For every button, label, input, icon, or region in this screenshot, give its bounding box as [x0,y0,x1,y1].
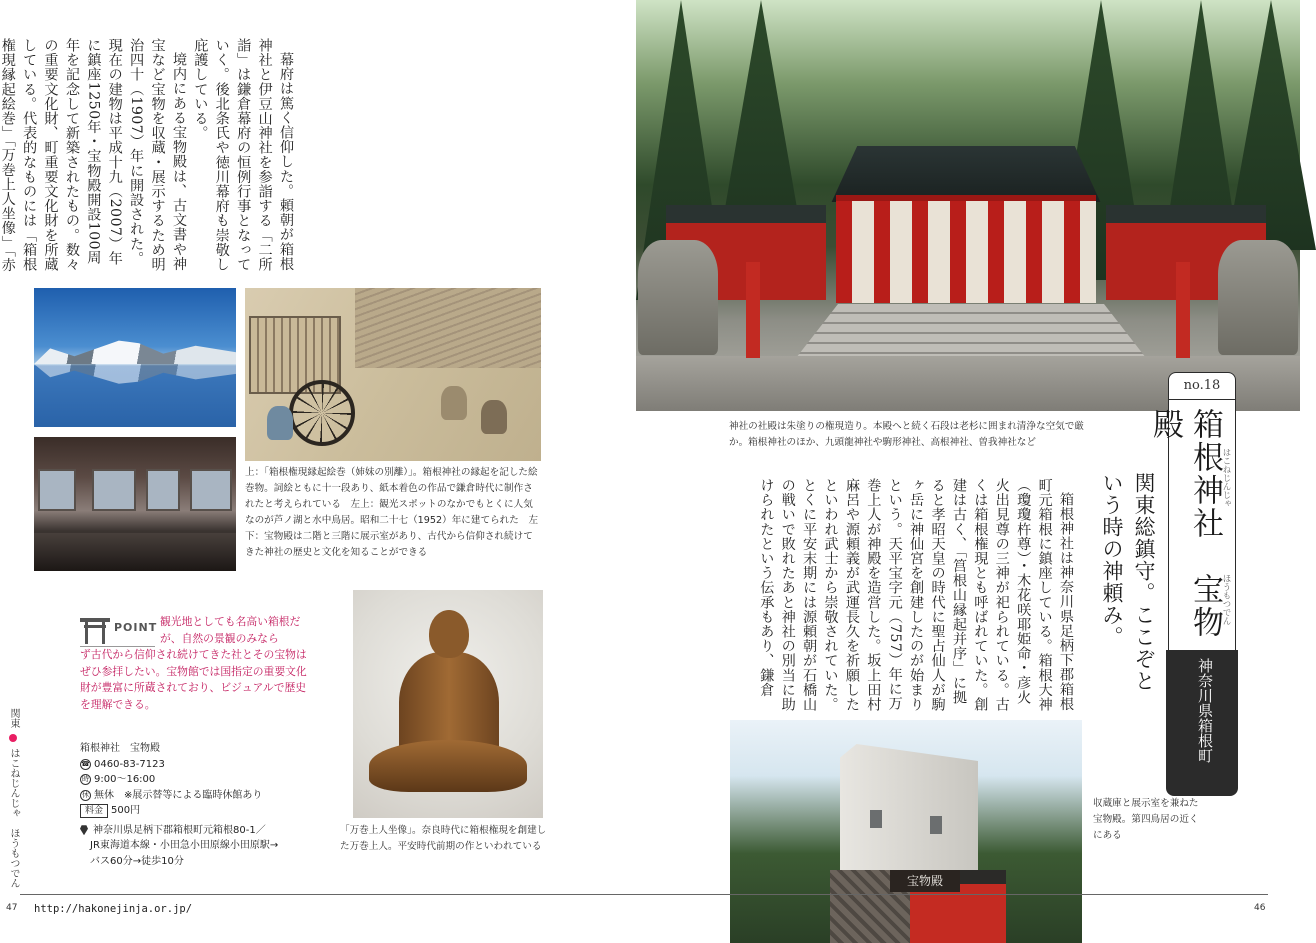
body-text-right [716,478,1076,714]
body-right-paragraph: 箱根神社は神奈川県足柄下郡箱根町元箱根に鎮座している。箱根大神（瓊瓊杵尊）・木花咲耶姫命・彦火火出見尊の三神が祀られている。古くは箱根権現とも呼ばれていた。創建は古く、「筥根山縁起并序」に拠ると孝昭天皇の時代に聖占仙人が駒ヶ岳に神仙宮を創建したのが始まりという。天平宝字元（757）年に万巻上人が神殿を造営した。坂上田村麻呂や源頼義が武運長久を祈願したといわれ武士から崇敬されていた。とくに平安末期には源頼朝が石橋山の戦いで敗れたあと神社の別当に助けられたという伝承もあり、鎌倉 [758,478,1074,712]
info-access-1: JR東海道本線・小田急小田原線小田原駅→ [90,840,279,851]
clock-icon: 時 [82,775,89,784]
statue-photo [353,590,543,818]
body-text-left [0,38,296,276]
lake-ashi-photo [34,288,236,427]
closed-icon: 休 [82,790,89,799]
picture-scroll-photo [245,288,541,461]
index-region: 関東 [8,708,19,728]
index-reading: はこねじんじゃ ほうもつでん [8,748,19,889]
phone-icon: ☎ [81,759,90,768]
info-phone: 0460-83-7123 [94,758,165,770]
point-label: POINT [114,621,158,634]
shrine-main-hall-photo [636,0,1300,411]
point-text-bottom: ず古代から信仰され続けてきた社とその宝物はぜひ参拝したい。宝物館では国指定の重要文化財が豊富に所蔵されており、ビジュアルで歴史を理解できる。 [80,648,307,711]
point-text-top: 観光地としても名高い箱根だが、自然の景観のみなら [160,615,301,645]
exhibition-hall-photo [34,437,236,571]
website-url: http://hakonejinja.or.jp/ [34,903,193,915]
footer-divider [20,894,1268,895]
article-number: no.18 [1168,372,1236,400]
info-address: 神奈川県足柄下郡箱根町元箱根80-1／ [93,824,266,836]
info-name: 箱根神社 宝物殿 [80,743,160,754]
body-left-paragraph-2: 境内にある宝物殿は、古文書や神宝など宝物を収蔵・展示するため明治四十（1907）年に開設された。現在の建物は平成十九（2007）年に鎮座1250年・宝物殿開設100周年を記念して新築されたもの。数々の重要文化財、町重要文化財を所蔵している。代表的なものには「箱根権現縁起絵巻」「万巻上人坐像」「赤 [0,38,187,272]
margin-index [3,708,21,904]
title-furigana-2: ほうもつでん [1221,574,1231,625]
body-left-paragraph-1: 幕府は篤く信仰した。頼朝が箱根神社と伊豆山神社を参詣する「二所詣」は鎌倉幕府の恒例行事となっていく。後北条氏や徳川幕府も崇敬し庇護している。 [192,38,294,272]
info-access-2: バス60分→徒歩10分 [90,855,184,867]
page-number-right: 46 [1254,903,1266,913]
map-pin-icon [80,825,88,835]
info-hours: 9:00～16:00 [94,774,156,785]
museum-sign: 宝物殿 [890,870,960,892]
article-location: 神奈川県箱根町 [1196,658,1214,763]
torii-icon [80,618,110,644]
caption-scroll: 上：「箱根権現縁起絵巻（姉妹の別離）」。箱根神社の縁起を記した絵巻物。詞絵ともに十一段あり、紙本着色の作品で鎌倉時代に制作されたと考えられている 左上：観光スポットのなかでもとくに人気なのが芦ノ湖と水中鳥居。昭和二十七（1952）年に建てられた 左下：宝物殿は二階と三階に展示室があり、古代から信仰され続けてきた神社の歴史と文化を知ることができる [245,467,539,558]
caption-statue: 「万巻上人坐像」。奈良時代に箱根権現を創建した万巻上人。平安時代前期の作といわれている [340,825,547,852]
page-number-left: 47 [6,903,18,913]
treasure-hall-photo [730,720,1082,943]
title-furigana-1: はこねじんじゃ [1221,448,1231,508]
info-fee: 500円 [111,805,141,816]
caption-museum: 収蔵庫と展示室を兼ねた宝物殿。第四鳥居の近くにある [1093,798,1199,841]
article-title: 箱根神社 宝物殿 [1147,408,1223,639]
info-closed: 無休 ※展示替等による臨時休館あり [94,789,263,801]
article-lede: 関東総鎮守。ここぞという時の神頼み。 [1100,472,1156,692]
visitor-info [80,741,330,869]
index-dot [9,734,17,742]
fee-label: 料金 [80,804,108,818]
caption-shrine: 神社の社殿は朱塗りの権現造り。本殿へと続く石段は老杉に囲まれ清浄な空気で厳か。箱根神社のほか、九頭龍神社や駒形神社、高根神社、曽我神社など [729,421,1084,448]
